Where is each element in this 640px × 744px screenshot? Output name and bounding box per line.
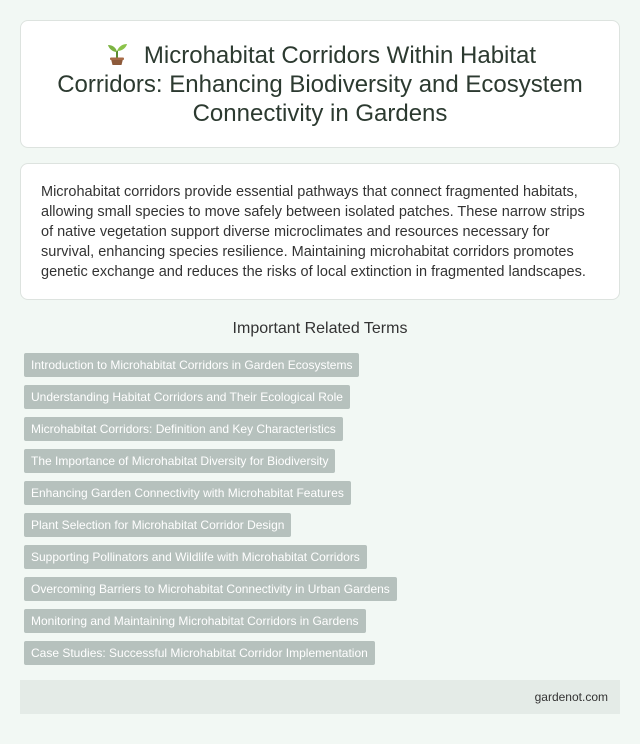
related-term-tag[interactable]: Monitoring and Maintaining Microhabitat Corridors in Gardens	[24, 609, 366, 633]
intro-card	[20, 163, 620, 300]
related-term-tag[interactable]: Enhancing Garden Connectivity with Microhabitat Features	[24, 481, 351, 505]
page-title-text: Microhabitat Corridors Within Habitat Corridors: Enhancing Biodiversity and Ecosystem Connectivity in Gardens	[57, 42, 583, 127]
title-card	[20, 20, 620, 148]
intro-paragraph: Microhabitat corridors provide essential pathways that connect fragmented habitats, allowing small species to move safely between isolated patches. These narrow strips of native vegetation support diverse microclimates and resources necessary for survival, enhancing species resilience. Maintaining microhabitat corridors promotes genetic exchange and reduces the risks of local extinction in fragmented landscapes.	[41, 184, 586, 280]
related-term-tag[interactable]: Case Studies: Successful Microhabitat Corridor Implementation	[24, 641, 375, 665]
related-term-tag[interactable]: Microhabitat Corridors: Definition and Key Characteristics	[24, 417, 343, 441]
footer-site-link[interactable]: gardenot.com	[534, 690, 608, 704]
related-term-tag[interactable]: Overcoming Barriers to Microhabitat Connectivity in Urban Gardens	[24, 577, 397, 601]
related-term-tag[interactable]: Supporting Pollinators and Wildlife with Microhabitat Corridors	[24, 545, 367, 569]
related-term-tag[interactable]: The Importance of Microhabitat Diversity for Biodiversity	[24, 449, 335, 473]
sprout-icon	[104, 40, 130, 66]
related-term-tag[interactable]: Plant Selection for Microhabitat Corridor Design	[24, 513, 291, 537]
page-title	[51, 40, 589, 128]
related-term-tag[interactable]: Understanding Habitat Corridors and Their Ecological Role	[24, 385, 350, 409]
footer	[20, 680, 620, 714]
related-term-tag[interactable]: Introduction to Microhabitat Corridors in Garden Ecosystems	[24, 353, 359, 377]
related-terms-heading: Important Related Terms	[232, 320, 408, 337]
related-terms-list	[24, 353, 624, 673]
